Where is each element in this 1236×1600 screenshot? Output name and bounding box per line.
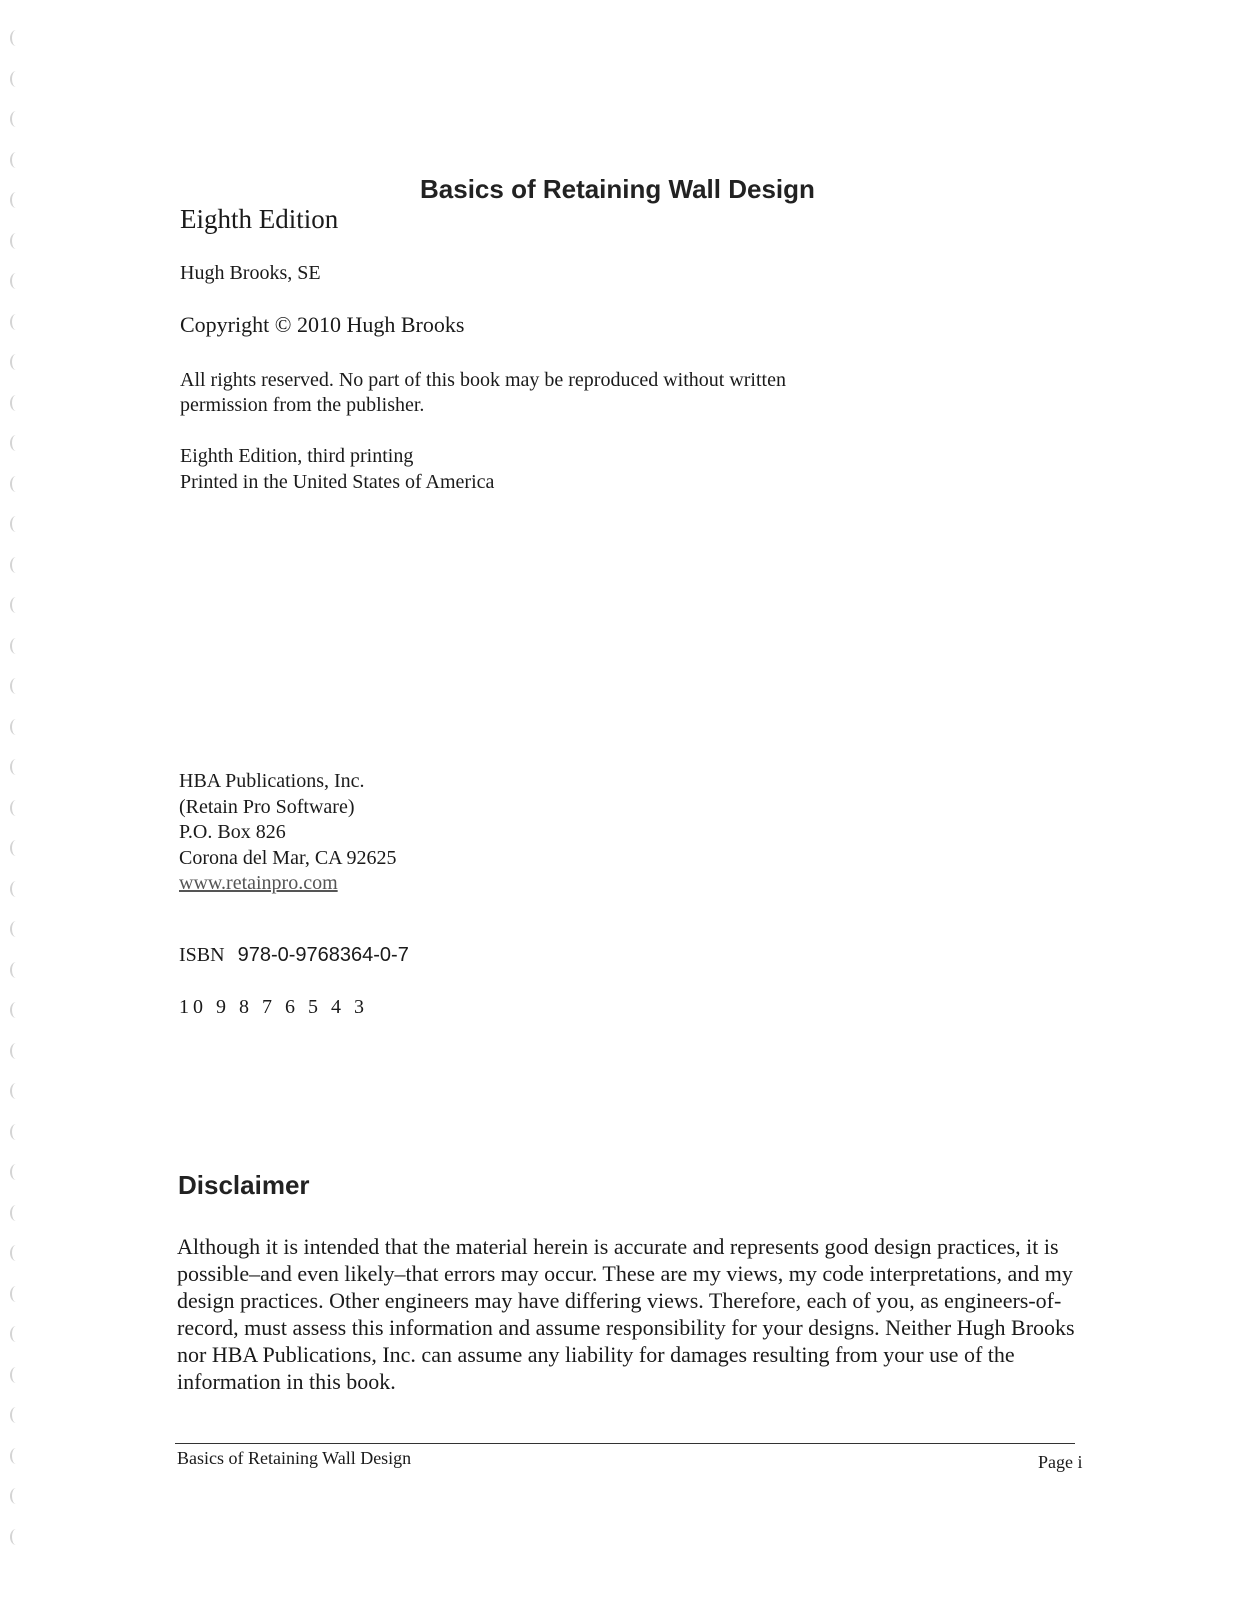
binding-hole <box>10 1286 22 1302</box>
binding-hole <box>10 395 22 411</box>
binding-hole <box>10 1448 22 1464</box>
binding-hole <box>10 1529 22 1545</box>
binding-hole <box>10 1367 22 1383</box>
binding-hole <box>10 152 22 168</box>
author-name: Hugh Brooks, SE <box>180 262 321 284</box>
binding-hole <box>10 638 22 654</box>
binding-hole <box>10 354 22 370</box>
edition-label: Eighth Edition <box>180 204 339 234</box>
isbn <box>179 944 409 967</box>
binding-hole <box>10 921 22 937</box>
binding-hole <box>10 1326 22 1342</box>
printing-country: Printed in the United States of America <box>180 471 495 493</box>
binding-hole <box>10 1245 22 1261</box>
binding-hole <box>10 192 22 208</box>
isbn-number: 978-0-9768364-0-7 <box>237 944 409 966</box>
binding-hole <box>10 111 22 127</box>
rights-notice <box>180 368 880 418</box>
binding-hole <box>10 1043 22 1059</box>
binding-hole <box>10 597 22 613</box>
footer-book-title: Basics of Retaining Wall Design <box>177 1448 412 1468</box>
binding-hole <box>10 840 22 856</box>
binding-hole <box>10 1002 22 1018</box>
binding-hole <box>10 1407 22 1423</box>
binding-hole <box>10 1488 22 1504</box>
binding-hole <box>10 678 22 694</box>
rights-line-1: All rights reserved. No part of this book may be reproduced without written <box>180 369 786 391</box>
binding-hole <box>10 314 22 330</box>
binding-hole <box>10 233 22 249</box>
binding-holes <box>4 30 28 1570</box>
disclaimer-heading: Disclaimer <box>178 1170 310 1200</box>
binding-hole <box>10 719 22 735</box>
book-title: Basics of Retaining Wall Design <box>420 174 815 204</box>
printing-edition: Eighth Edition, third printing <box>180 445 414 467</box>
binding-hole <box>10 881 22 897</box>
binding-hole <box>10 800 22 816</box>
rights-line-2: permission from the publisher. <box>180 394 425 416</box>
publisher-url-link[interactable]: www.retainpro.com <box>179 872 338 894</box>
binding-hole <box>10 476 22 492</box>
copyright-notice: Copyright © 2010 Hugh Brooks <box>180 312 465 337</box>
publisher-division: (Retain Pro Software) <box>179 795 355 818</box>
binding-hole <box>10 557 22 573</box>
binding-hole <box>10 71 22 87</box>
publisher-po-box: P.O. Box 826 <box>179 821 286 843</box>
binding-hole <box>10 273 22 289</box>
binding-hole <box>10 516 22 532</box>
page-number: Page i <box>1038 1452 1083 1472</box>
publisher-name: HBA Publications, Inc. <box>179 770 365 792</box>
publisher-address <box>179 769 397 897</box>
disclaimer-text: Although it is intended that the material herein is accurate and represents good design practices, it is possible–and even likely–that errors may occur. These are my views, my code interpretations, and my design practices. Other engineers may have differing views. Therefore, each of you, as engineers-of-record, must assess this information and assume responsibility for your designs. Neither Hugh Brooks nor HBA Publications, Inc. can assume any liability for damages resulting from your use of the information in this book. <box>177 1234 1075 1394</box>
binding-hole <box>10 1083 22 1099</box>
binding-hole <box>10 1205 22 1221</box>
isbn-label: ISBN <box>179 944 225 966</box>
printing-info <box>180 443 494 495</box>
publisher-city: Corona del Mar, CA 92625 <box>179 846 397 869</box>
binding-hole <box>10 1164 22 1180</box>
binding-hole <box>10 962 22 978</box>
printer-key: 10 9 8 7 6 5 4 3 <box>179 996 368 1018</box>
binding-hole <box>10 435 22 451</box>
binding-hole <box>10 30 22 46</box>
binding-hole <box>10 1124 22 1140</box>
binding-hole <box>10 759 22 775</box>
footer-divider <box>175 1443 1075 1444</box>
